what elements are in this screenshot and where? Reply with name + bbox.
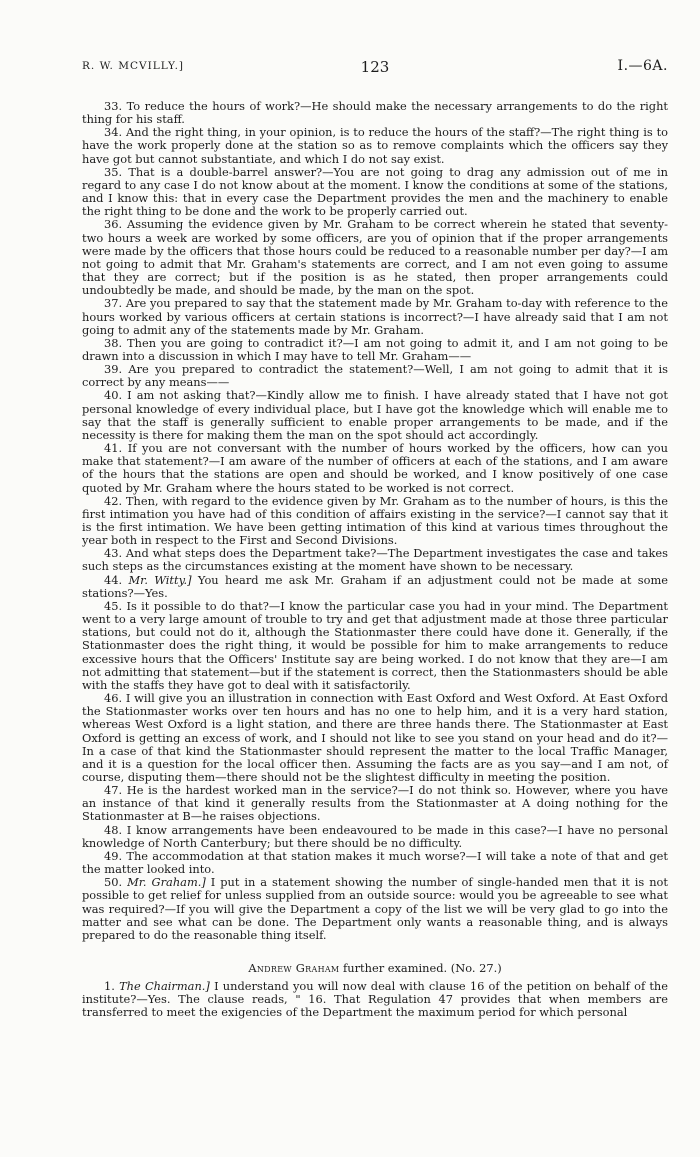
- question-44: [82, 574, 668, 600]
- speaker-mr-witty: Mr. Witty.]: [128, 572, 192, 587]
- question-44-text: You heard me ask Mr. Graham if an adjustment could not be made at some stations?—Yes.: [82, 572, 669, 600]
- question-44-number: 44.: [104, 572, 123, 587]
- question-42: 42. Then, with regard to the evidence given by Mr. Graham as to the number of hours, is this the first intimation you have had of this condition of affairs existing in the service?—I cannot say that it is the first intimation. We have been getting intimation of this kind at various times throughout the year both in respect to the First and Second Divisions.: [82, 493, 668, 548]
- question-41: 41. If you are not conversant with the number of hours worked by the officers, how can you make that statement?—I am aware of the number of officers at each of the stations, and I am aware of the hours that the stations are open and should be worked, and I know positively of one case quoted by Mr. Graham where the hours stated to be worked is not correct.: [82, 441, 668, 495]
- question-49: 49. The accommodation at that station makes it much worse?—I will take a note of that and get the matter looked into.: [82, 848, 668, 877]
- question-50: [82, 876, 668, 942]
- question-35: 35. That is a double-barrel answer?—You are not going to drag any admission out of me in regard to any case I do not know about at the moment. I know the conditions at some of the stations, and I know this: that in every case the Department provides the men and the machinery to enable the right thing to be done and the work to be properly carried out.: [82, 164, 668, 219]
- question-45: 45. Is it possible to do that?—I know the particular case you had in your mind. The Department went to a very large amount of trouble to try and get that adjustment made at those three particular stations, but could not do it, although the Stationmaster there could have done it. Generally, if the Stationmaster does the right thing, it would be possible for him to make arrangements to reduce excessive hours that the Officers' Institute say are being worked. I do not know that they are—I am not admitting that statement—but if the statement is correct, then the Stationmasters should be able with the staffs they have got to deal with it satisfactorily.: [82, 598, 668, 692]
- question-34: 34. And the right thing, in your opinion, is to reduce the hours of the staff?—The right thing is to have the work properly done at the station so as to remove complaints which the officers say they have got but cannot substantiate, and which I do not say exist.: [82, 125, 668, 166]
- question-1-text: I understand you will now deal with clause 16 of the petition on behalf of the institute?—Yes. The clause reads, " 16. That Regulation 47 provides that when members are transferred to meet the exigencies of the Department the maximum period for which personal: [82, 979, 669, 1020]
- evidence-body: [82, 100, 668, 1020]
- section-heading: [82, 962, 668, 975]
- question-38: 38. Then you are going to contradict it?—I am not going to admit it, and I am not going to be drawn into a discussion in which I may have to tell Mr. Graham——: [82, 335, 668, 363]
- question-46: 46. I will give you an illustration in connection with East Oxford and West Oxford. At East Oxford the Stationmaster works over ten hours and has no one to help him, and it is a very hard station, whereas West Oxford is a light station, and there are three hands there. The Stationmaster at East Oxford is getting an excess of work, and I should not like to see you stand on your head and do it?—In a case of that kind the Stationmaster should represent the matter to the local Traffic Manager, and it is a question for the local officer then. Assuming the facts are as you say—and I am not, of course, disputing them—there should not be the slightest difficulty in meeting the position.: [82, 691, 668, 784]
- witness-heading-name: Andrew Graham: [248, 961, 340, 975]
- section-gap: [82, 942, 668, 962]
- question-1: [82, 980, 668, 1019]
- speaker-mr-graham: Mr. Graham.]: [127, 875, 206, 890]
- section-heading-rest: further examined.: [343, 961, 448, 975]
- question-40: 40. I am not asking that?—Kindly allow me to finish. I have already stated that I have not got personal knowledge of every individual place, but I have got the knowledge which will enable me to say that the staff is generally sufficient to enable proper arrangements to be made, and if the necessity is there for making them the man on the spot should act accordingly.: [82, 388, 668, 442]
- question-50-text: I put in a statement showing the number of single-handed men that it is not possible to get relief for unless supplied from an outside source: would you be agreeable to see what was required?—If you will give the Department a copy of the list we will be very glad to go into the matter and see what can be done. The Department only wants a reasonable thing, and is always prepared to do the reasonable thing itself.: [82, 875, 668, 942]
- question-37: 37. Are you prepared to say that the statement made by Mr. Graham to-day with reference to the hours worked by various officers at certain stations is incorrect?—I have already said that I am not going to admit any of the statements made by Mr. Graham.: [82, 296, 668, 337]
- page-number: 123: [360, 58, 390, 76]
- question-48: 48. I know arrangements have been endeavoured to be made in this case?—I have no personal knowledge of North Canterbury; but there should be no difficulty.: [82, 822, 668, 850]
- witness-name: R. W. MCVILLY.]: [82, 60, 185, 72]
- document-reference: I.—6A.: [617, 58, 668, 74]
- section-heading-number: (No. 27.): [450, 961, 502, 975]
- question-36: 36. Assuming the evidence given by Mr. Graham to be correct wherein he stated that seventy-two hours a week are worked by some officers, are you of opinion that if the proper arrangements were made by the officers that those hours could be reduced to a reasonable number per day?—I am not going to admit that Mr. Graham's statements are correct, and I am not even going to assume that they are correct; but if the position is as he stated, then proper arrangements could undoubtedly be made, and should be made, by the man on the spot.: [82, 217, 668, 298]
- question-39: 39. Are you prepared to contradict the statement?—Well, I am not going to admit that it is correct by any means——: [82, 362, 668, 390]
- page-header: [82, 58, 668, 78]
- question-1-number: 1.: [104, 979, 115, 994]
- question-47: 47. He is the hardest worked man in the service?—I do not think so. However, where you have an instance of that kind it generally results from the Stationmaster at A doing nothing for the Stationmaster at B—he raises objections.: [82, 783, 668, 824]
- question-33: 33. To reduce the hours of work?—He should make the necessary arrangements to do the right thing for his staff.: [82, 99, 668, 127]
- question-50-number: 50.: [104, 875, 123, 890]
- question-43: 43. And what steps does the Department take?—The Department investigates the case and takes such steps as the circumstances existing at the moment have shown to be necessary.: [82, 546, 668, 574]
- speaker-chairman: The Chairman.]: [119, 979, 210, 994]
